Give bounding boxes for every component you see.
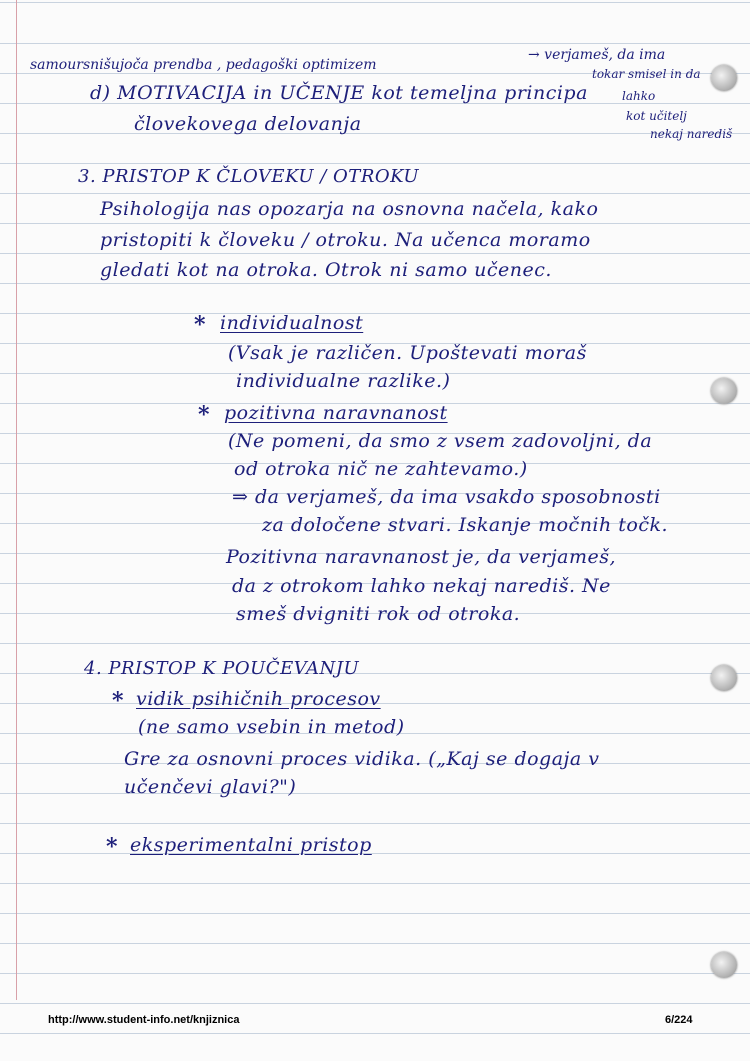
item-line: (ne samo vsebin in metod) — [138, 716, 405, 738]
top-margin-note-2: lahko — [622, 89, 656, 103]
top-line-3: človekovega delovanja — [134, 113, 362, 135]
punch-hole — [711, 665, 737, 691]
top-line-1-right: → verjameš, da ima — [528, 47, 666, 63]
section-3-line: Psihologija nas opozarja na osnovna načela, kako — [100, 198, 599, 220]
punch-hole — [711, 65, 737, 91]
section-3-heading: 3. PRISTOP K ČLOVEKU / OTROKU — [78, 166, 420, 187]
punch-hole — [711, 378, 737, 404]
top-line-1: samoursnišujoča prendba , pedagoški optimizem — [30, 57, 377, 73]
item-title-vidik-psihicnih-procesov: vidik psihičnih procesov — [136, 688, 381, 710]
bullet-star-icon: * — [198, 402, 211, 428]
item-line: učenčevi glavi?") — [124, 776, 297, 798]
item-arrow-line: ⇒ da verjameš, da ima vsakdo sposobnosti — [232, 486, 661, 508]
top-line-2: d) MOTIVACIJA in UČENJE kot temeljna principa — [90, 82, 588, 104]
item-line: Gre za osnovni proces vidika. („Kaj se dogaja v — [124, 748, 600, 770]
section-3-line: pristopiti k človeku / otroku. Na učenca moramo — [100, 229, 591, 251]
top-margin-note-4: nekaj narediš — [650, 127, 733, 141]
bullet-star-icon: * — [106, 834, 119, 860]
item-line: (Vsak je različen. Upoštevati moraš — [228, 342, 587, 364]
punch-hole — [711, 952, 737, 978]
top-margin-note-3: kot učitelj — [626, 109, 687, 123]
footer-url[interactable]: http://www.student-info.net/knjiznica — [48, 1014, 240, 1026]
item-extra-line: Pozitivna naravnanost je, da verjameš, — [226, 546, 617, 568]
item-extra-line: da z otrokom lahko nekaj narediš. Ne — [232, 575, 611, 597]
item-line: individualne razlike.) — [236, 370, 451, 392]
item-line: (Ne pomeni, da smo z vsem zadovoljni, da — [228, 430, 653, 452]
item-arrow-line: za določene stvari. Iskanje močnih točk. — [262, 514, 669, 536]
item-title-individualnost: individualnost — [220, 312, 364, 334]
item-title-eksperimentalni-pristop: eksperimentalni pristop — [130, 834, 372, 856]
section-4-heading: 4. PRISTOP K POUČEVANJU — [84, 658, 360, 679]
bullet-star-icon: * — [112, 688, 125, 714]
bullet-star-icon: * — [194, 312, 207, 338]
page-number: 6/224 — [665, 1014, 693, 1026]
top-margin-note-1: tokar smisel in da — [592, 67, 701, 81]
item-title-pozitivna-naravnanost: pozitivna naravnanost — [224, 402, 448, 424]
margin-line — [16, 0, 17, 1000]
item-extra-line: smeš dvigniti rok od otroka. — [236, 603, 521, 625]
section-3-line: gledati kot na otroka. Otrok ni samo učenec. — [100, 259, 552, 281]
item-line: od otroka nič ne zahtevamo.) — [234, 458, 528, 480]
